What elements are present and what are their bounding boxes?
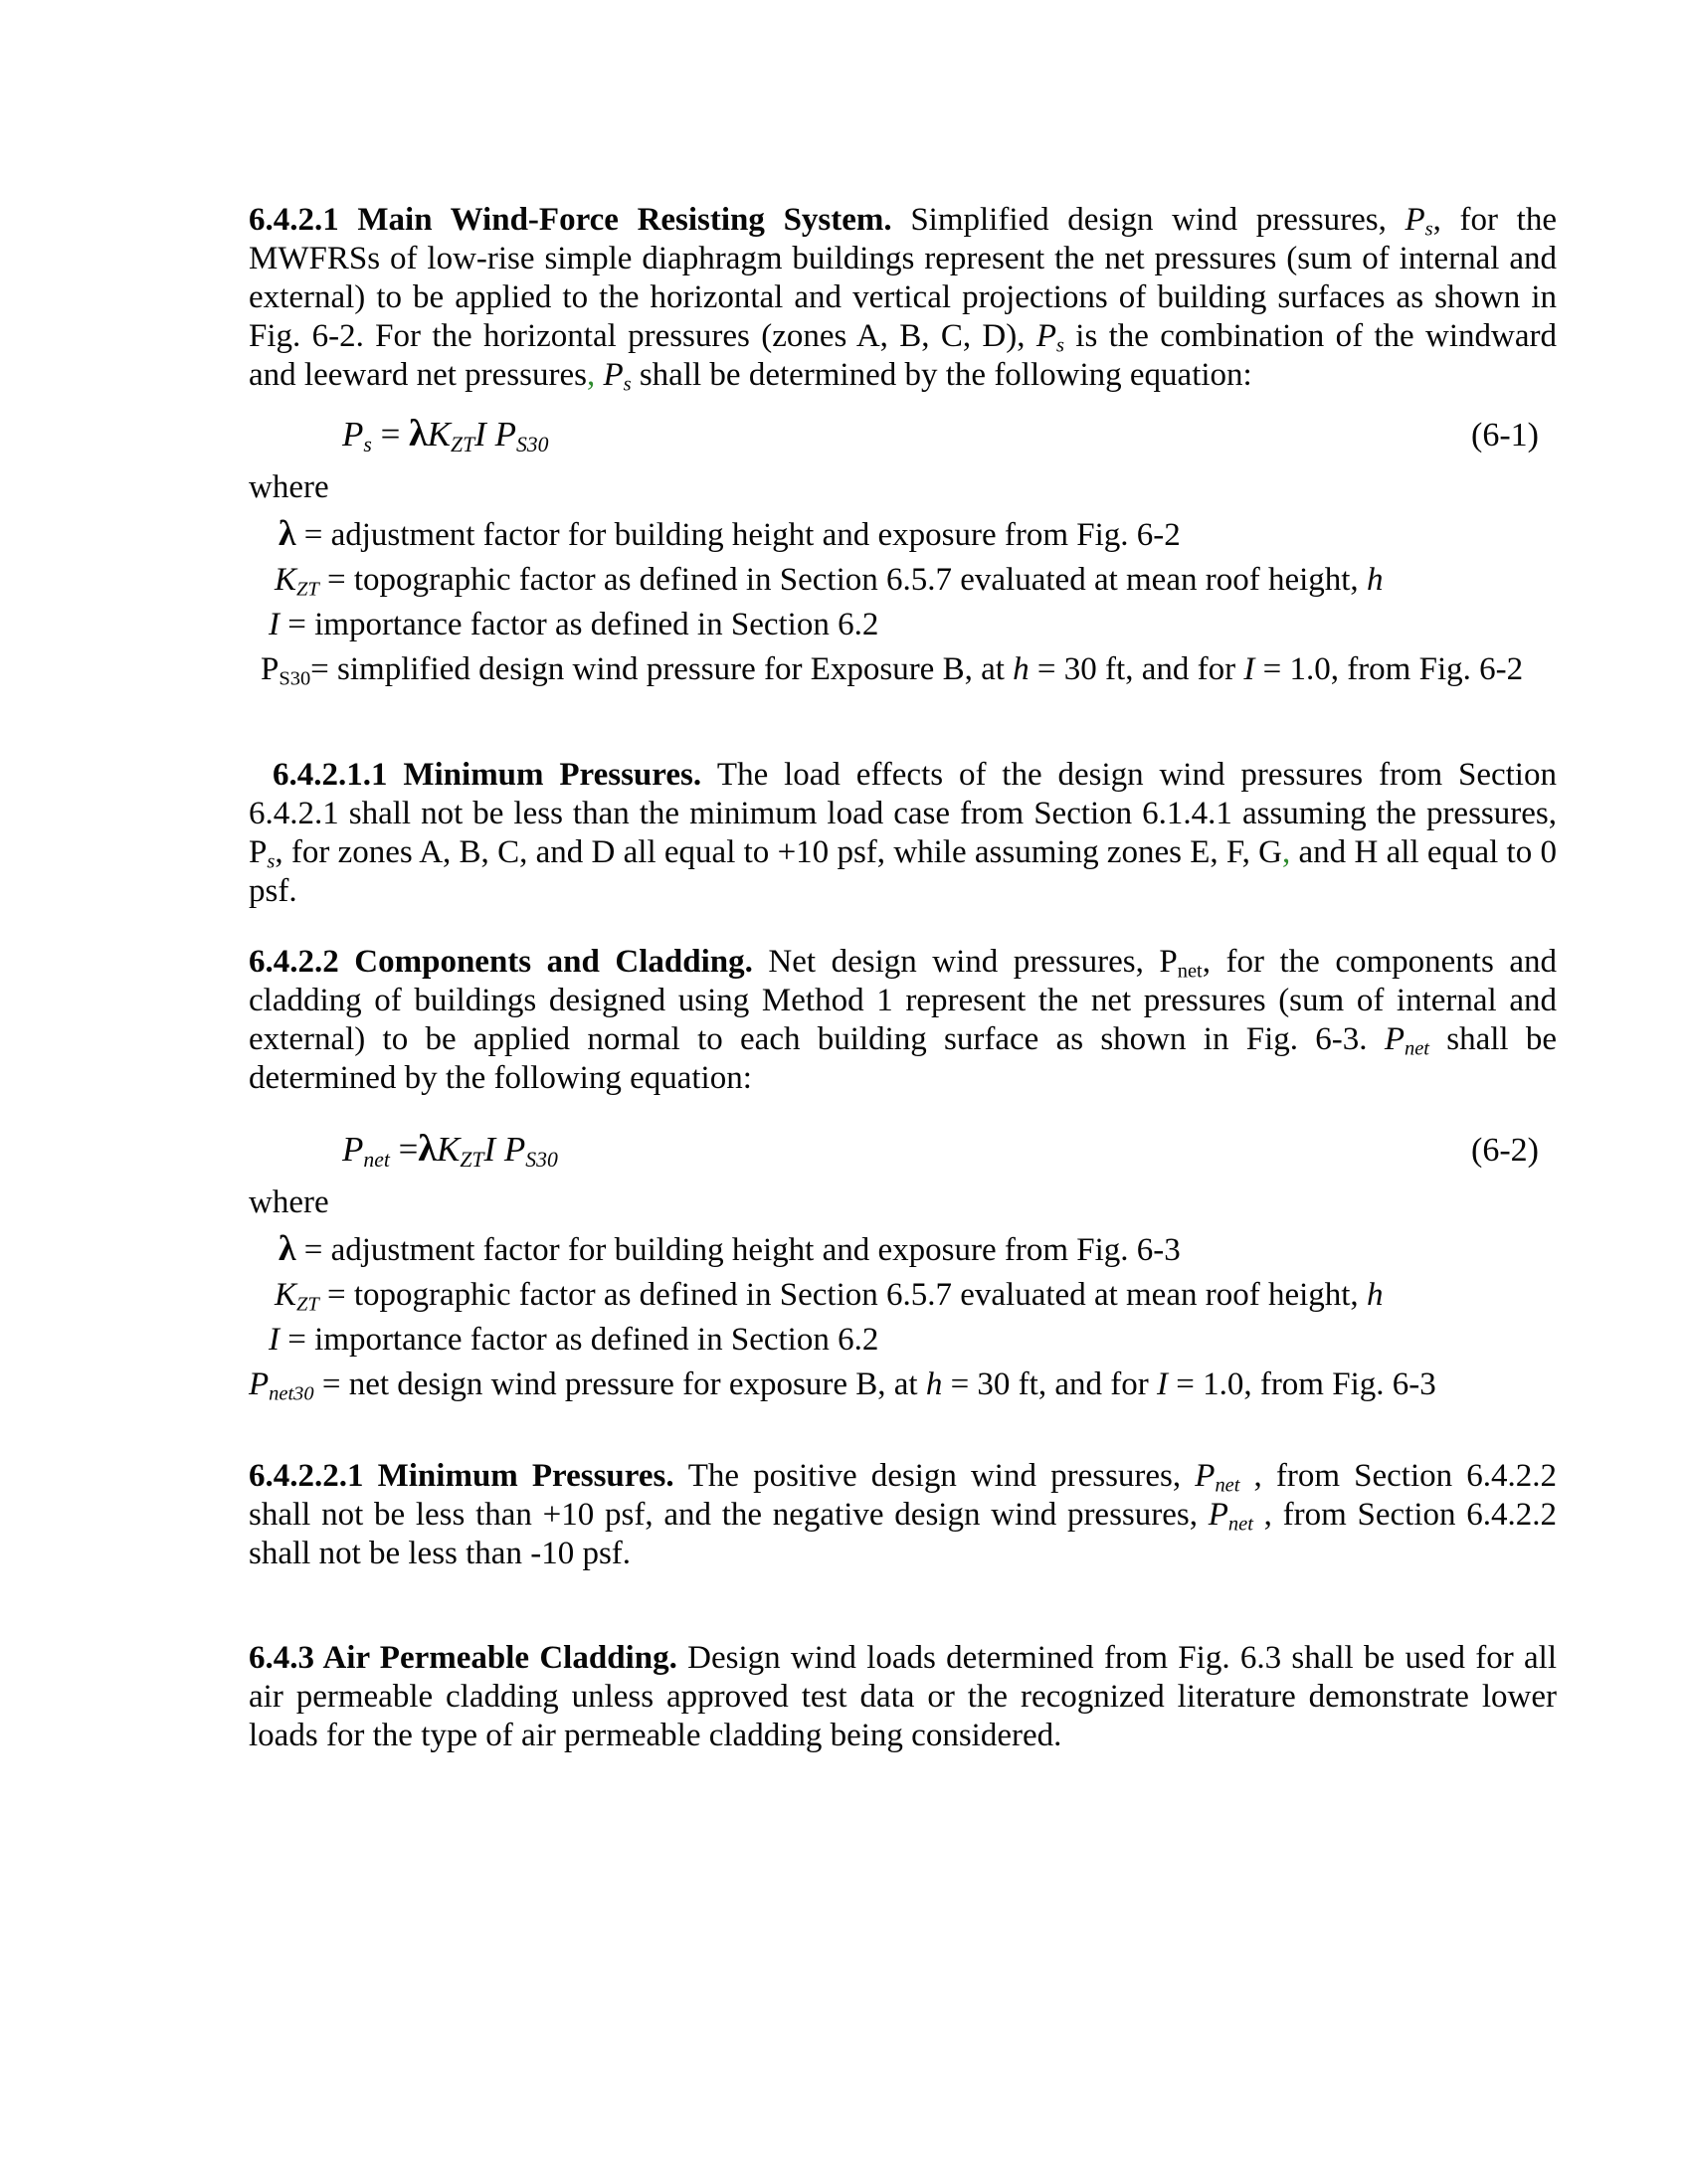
equation-6-1-formula: Ps = λKZTI PS30 — [342, 413, 549, 457]
definitions-list-2 — [249, 1226, 1557, 1407]
definitions-list-1 — [249, 511, 1557, 692]
definition-pnet30: Pnet30 = net design wind pressure for exposure B, at h = 30 ft, and for I = 1.0, from Fig. 6-3 — [249, 1366, 1436, 1405]
text-column — [249, 201, 1557, 1755]
section-6-4-2-2-1-paragraph: 6.4.2.2.1 Minimum Pressures. The positive design wind pressures, Pnet , from Section 6.4.2.2 shall not be less than +10 psf, and the negative design wind pressures, Pnet , from Section 6.4.2.2 shall not be less than -10 psf. — [249, 1458, 1557, 1571]
equation-6-2-row — [249, 1126, 1557, 1174]
where-label-2: where — [249, 1184, 329, 1220]
section-6-4-2-1-1-paragraph: 6.4.2.1.1 Minimum Pressures. The load effects of the design wind pressures from Section 6.4.2.1 shall not be less than the minimum load case from Section 6.1.4.1 assuming the pressures, Ps, for zones A, B, C, and D all equal to +10 psf, while assuming zones E, F, G, and H all equal to 0 psf. — [249, 757, 1557, 909]
definition-lambda-2: λ = adjustment factor for building height and exposure from Fig. 6-3 — [279, 1228, 1181, 1268]
definition-kzt-2: KZT = topographic factor as defined in Section 6.5.7 evaluated at mean roof height, h — [275, 1277, 1384, 1316]
equation-6-1-number: (6-1) — [1471, 417, 1539, 454]
equation-6-1-row — [249, 411, 1557, 458]
definition-ps30: PS30= simplified design wind pressure for Exposure B, at h = 30 ft, and for I = 1.0, from Fig. 6-2 — [261, 651, 1524, 690]
equation-6-2-formula: Pnet =λKZTI PS30 — [342, 1128, 558, 1173]
where-label-1: where — [249, 469, 329, 505]
section-6-4-3-paragraph: 6.4.3 Air Permeable Cladding. Design wind loads determined from Fig. 6.3 shall be used for all air permeable cladding unless approved test data or the recognized literature demonstrate lower loads for the type of air permeable cladding being considered. — [249, 1640, 1557, 1753]
definition-lambda: λ = adjustment factor for building height and exposure from Fig. 6-2 — [279, 513, 1181, 553]
section-6-4-2-1-paragraph: 6.4.2.1 Main Wind-Force Resisting System. Simplified design wind pressures, Ps, for the MWFRSs of low-rise simple diaphragm buildings represent the net pressures (sum of internal and external) to be applied to the horizontal and vertical projections of building surfaces as shown in Fig. 6-2. For the horizontal pressures (zones A, B, C, D), Ps is the combination of the windward and leeward net pressures, Ps shall be determined by the following equation: — [249, 202, 1558, 396]
equation-6-2-number: (6-2) — [1471, 1132, 1539, 1169]
definition-importance-2: I = importance factor as defined in Section 6.2 — [269, 1322, 879, 1358]
definition-kzt: KZT = topographic factor as defined in Section 6.5.7 evaluated at mean roof height, h — [275, 562, 1384, 601]
section-6-4-2-2-paragraph: 6.4.2.2 Components and Cladding. Net design wind pressures, Pnet, for the components and cladding of buildings designed using Method 1 represent the net pressures (sum of internal and external) to be applied normal to each building surface as shown in Fig. 6-3. Pnet shall be determined by the following equation: — [249, 944, 1557, 1096]
definition-importance: I = importance factor as defined in Section 6.2 — [269, 607, 879, 642]
